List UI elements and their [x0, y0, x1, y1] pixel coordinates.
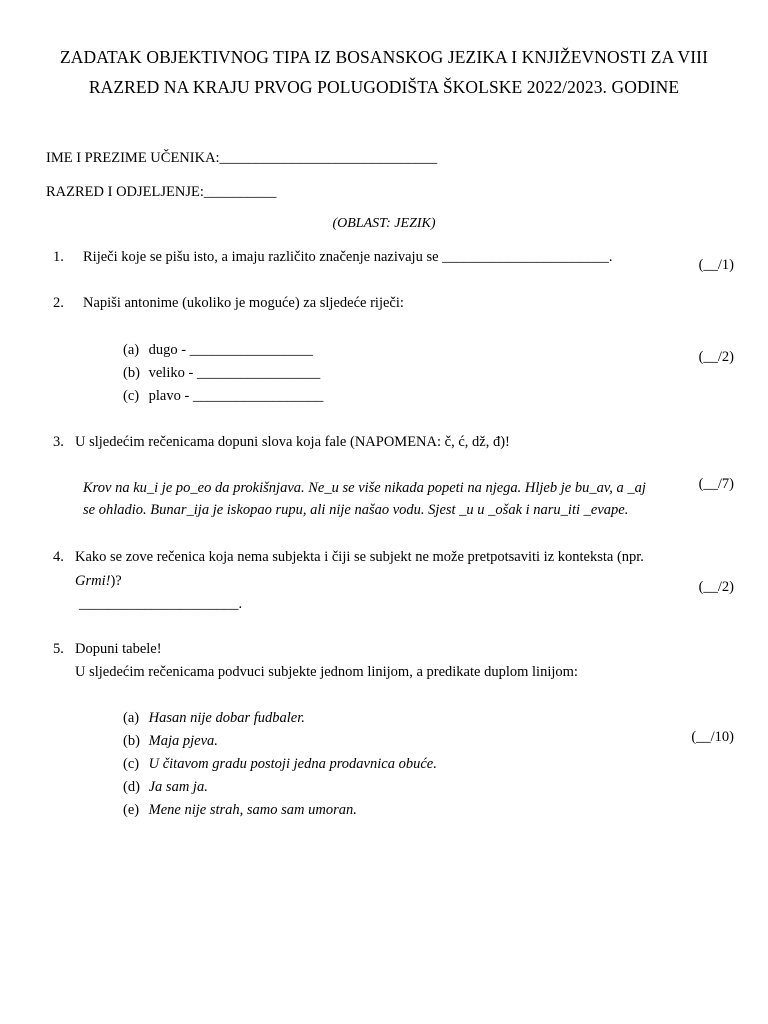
q2-option-b: (b) veliko - _________________ — [123, 365, 321, 381]
q2-number: 2. — [53, 295, 64, 311]
area-label: (OBLAST: JEZIK) — [332, 216, 436, 231]
q2-score: (__/2) — [698, 349, 734, 365]
q5-score: (__/10) — [691, 729, 734, 745]
q3-number: 3. — [53, 434, 64, 450]
q5-option-d: (d) Ja sam ja. — [123, 779, 208, 795]
q5-option-e: (e) Mene nije strah, samo sam umoran. — [123, 802, 357, 818]
q5-option-c: (c) U čitavom gradu postoji jedna prodavnica obuće. — [123, 756, 437, 772]
q1-score: (__/1) — [698, 257, 734, 273]
q2-option-c: (c) plavo - __________________ — [123, 388, 324, 404]
title-line-2: RAZRED NA KRAJU PRVOG POLUGODIŠTA ŠKOLSKE 2022/2023. GODINE — [88, 77, 680, 97]
q1-text: Riječi koje se pišu isto, a imaju različito značenje nazivaju se _______________________. — [83, 249, 613, 265]
q5-number: 5. — [53, 641, 64, 657]
q4-score: (__/2) — [698, 579, 734, 595]
q5-option-b: (b) Maja pjeva. — [123, 733, 218, 749]
q4-number: 4. — [53, 549, 64, 565]
q5-text-line-2: U sljedećim rečenicama podvuci subjekte jednom linijom, a predikate duplom linijom: — [75, 664, 578, 680]
q3-sentence-line-1: Krov na ku_i je po_eo da prokišnjava. Ne_u se više nikada popeti na njega. Hljeb je bu_av, a _aj — [83, 480, 646, 496]
q3-score: (__/7) — [698, 476, 734, 492]
q4-answer-line[interactable]: ______________________. — [79, 596, 243, 612]
class-field[interactable]: RAZRED I ODJELJENJE:__________ — [46, 184, 277, 200]
title-line-1: ZADATAK OBJEKTIVNOG TIPA IZ BOSANSKOG JEZIKA I KNJIŽEVNOSTI ZA VIII — [59, 47, 709, 67]
q1-number: 1. — [53, 249, 64, 265]
q5-text-line-1: Dopuni tabele! — [75, 641, 162, 657]
q4-text-line-1: Kako se zove rečenica koja nema subjekta i čiji se subjekt ne može pretpotsaviti iz konteksta (npr. — [75, 549, 644, 565]
q3-text: U sljedećim rečenicama dopuni slova koja fale (NAPOMENA: č, ć, dž, đ)! — [75, 434, 510, 450]
q2-text: Napiši antonime (ukoliko je moguće) za sljedeće riječi: — [83, 295, 404, 311]
document-title — [30, 42, 738, 102]
q3-sentence-line-2: se ohladio. Bunar_ija je iskopao rupu, ali nije našao vodu. Sjest _u u _ošak i naru_iti _evape. — [83, 502, 629, 518]
q4-example: Grmi! — [75, 573, 111, 589]
q2-option-a: (a) dugo - _________________ — [123, 342, 313, 358]
q5-option-a: (a) Hasan nije dobar fudbaler. — [123, 710, 305, 726]
q4-text-line-2: Grmi!)? — [75, 573, 122, 589]
student-name-field[interactable]: IME I PREZIME UČENIKA:______________________________ — [46, 150, 438, 166]
